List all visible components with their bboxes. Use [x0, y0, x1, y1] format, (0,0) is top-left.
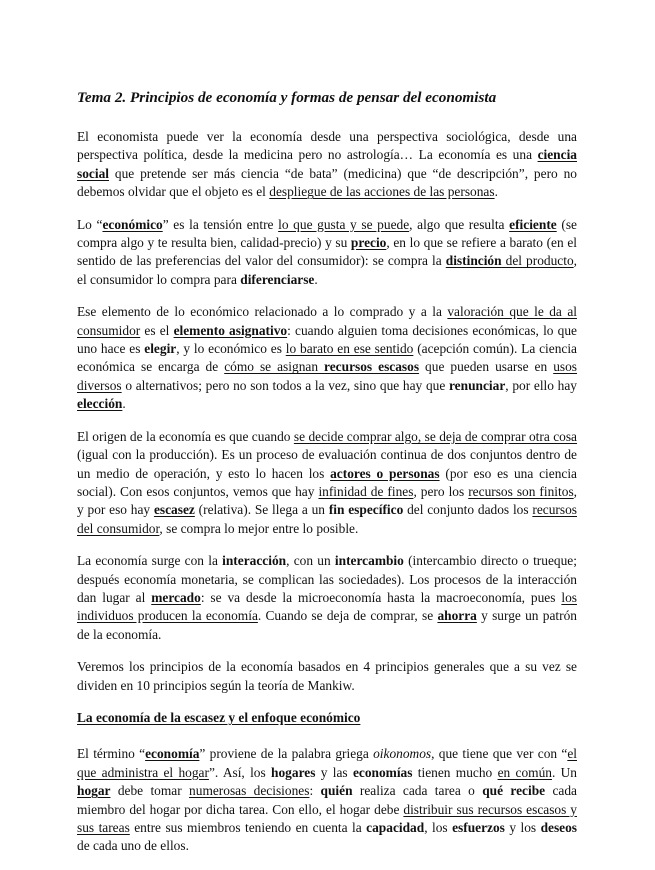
emphasis: mercado: [151, 589, 201, 605]
bold: diferenciarse: [240, 271, 315, 287]
paragraph-5: [77, 552, 577, 644]
bold: capacidad: [366, 820, 425, 835]
underline: usos diversos: [77, 359, 578, 393]
text: , los: [424, 820, 453, 835]
emphasis: precio: [350, 235, 387, 251]
text: La economía surge con la: [77, 553, 223, 569]
text: es el: [140, 322, 174, 338]
text: Lo “: [77, 216, 103, 232]
text: ”. Así, los: [208, 764, 272, 780]
underline: infinidad de fines: [318, 483, 414, 499]
page-title: Tema 2. Principios de economía y formas de pensar del economista: [77, 89, 497, 106]
underline: distribuir sus recursos escasos y sus tareas: [77, 801, 578, 835]
emphasis: economía: [145, 746, 200, 762]
text: que pretende ser más ciencia “de bata” (medicina) que “de descripción”, pero no debemos olvidar que el objeto es el: [77, 165, 577, 200]
text: , por ello hay: [505, 377, 577, 393]
paragraph-7: [77, 745, 577, 855]
text: (igual con la producción). Es un proceso de evaluación continua de dos conjuntos dentro de un medio de operación, y esto lo hacen los: [77, 447, 577, 481]
emphasis: hogar: [77, 783, 111, 799]
emphasis: distinción: [445, 253, 502, 269]
text: Veremos los principios de la economía basados en 4 principios generales que a su vez se dividen en 10 principios según la teoría de Mankiw.: [77, 659, 577, 693]
underline: recursos del consumidor: [77, 502, 577, 536]
paragraph-3: [77, 303, 577, 413]
underline: cómo se asignan: [224, 359, 325, 375]
text: . Cuando se deja de comprar, se: [257, 608, 438, 624]
underline: despliegue de las acciones de las personas: [269, 184, 495, 200]
text: El origen de la economía es que cuando: [77, 428, 294, 444]
paragraph-1: [77, 128, 577, 202]
text: del conjunto dados los: [403, 502, 533, 518]
underline: los individuos producen la economía: [77, 589, 577, 624]
text: El economista puede ver la economía desde una perspectiva sociológica, desde una perspectiva política, desde la medicina pero no astrología… La economía es una: [77, 129, 577, 163]
text: (por eso es una ciencia social). Con esos conjuntos, vemos que hay: [77, 465, 578, 499]
emphasis: económico: [102, 216, 163, 232]
emphasis: recursos escasos: [324, 359, 420, 375]
text: . Un: [551, 764, 577, 780]
section-heading: La economía de la escasez y el enfoque económico: [77, 709, 361, 725]
bold: esfuerzos: [452, 820, 505, 835]
document-page: [77, 88, 577, 870]
text: (se compra algo y te resulta bien, calidad-precio) y su: [77, 216, 577, 251]
underline: en común: [497, 764, 552, 780]
text: o alternativos; pero no son todos a la vez, sino que hay que: [121, 377, 449, 393]
text: (acepción común). La ciencia económica se encarga de: [77, 341, 577, 375]
text: , el consumidor lo compra para: [77, 253, 577, 287]
bold: qué recibe: [482, 783, 546, 799]
italic: oikonomos: [373, 746, 432, 762]
bold: elegir: [144, 341, 177, 357]
text: Ese elemento de lo económico relacionado a lo comprado y a la: [77, 304, 448, 320]
text: , algo que resulta: [409, 216, 510, 232]
underline: lo que gusta y se puede: [278, 216, 410, 232]
underline: numerosas decisiones: [189, 783, 310, 799]
text: de cada uno de ellos.: [77, 838, 189, 854]
underline: valoración que le da al consumidor: [77, 304, 577, 338]
bold: fin específico: [328, 502, 404, 518]
bold: economías: [352, 764, 413, 780]
text: entre sus miembros teniendo en cuenta la: [129, 820, 367, 835]
paragraph-4: [77, 428, 577, 538]
underline: del producto: [501, 253, 574, 269]
text: , con un: [286, 553, 335, 569]
paragraph-2: [77, 216, 577, 290]
text: tienen mucho: [412, 764, 498, 780]
text: , en lo que se refiere a barato (en el sentido de las preferencias del valor del consumidor): se compra la: [77, 235, 577, 269]
text: (intercambio directo o trueque; después economía monetaria, se complican las sociedades). Los procesos de la interacción dan lugar al: [77, 553, 577, 605]
text: debe tomar: [110, 783, 190, 799]
emphasis: escasez: [153, 502, 195, 518]
bold: hogares: [271, 764, 316, 780]
bold: quién: [320, 783, 353, 799]
text: ” proviene de la palabra griega: [199, 746, 374, 762]
text: : se va desde la microeconomía hasta la macroeconomía, pues: [200, 589, 562, 605]
bold: intercambio: [334, 553, 404, 569]
underline: lo barato en ese sentido: [285, 341, 414, 357]
bold: interacción: [222, 553, 287, 569]
text: y las: [315, 764, 353, 780]
text: ” es la tensión entre: [162, 216, 279, 232]
text: .: [314, 271, 318, 287]
text: , y lo económico es: [176, 341, 286, 357]
underline: recursos son finitos: [468, 483, 574, 499]
paragraph-6: [77, 658, 577, 695]
text: :: [309, 783, 321, 799]
emphasis: actores o personas: [330, 465, 440, 481]
emphasis: ahorra: [437, 608, 477, 624]
bold: renunciar: [448, 377, 506, 393]
emphasis: eficiente: [509, 216, 557, 232]
bold: deseos: [540, 820, 578, 835]
text: .: [494, 184, 498, 200]
underline: el que administra el hogar: [77, 746, 577, 780]
emphasis: elemento asignativo: [173, 322, 288, 338]
text: , y por eso hay: [77, 483, 578, 518]
text: .: [122, 396, 126, 412]
text: , pero los: [413, 483, 469, 499]
text: El término “: [77, 746, 146, 762]
text: cada miembro del hogar por dicha tarea. Con ello, el hogar debe: [77, 783, 577, 817]
text: : cuando alguien toma decisiones económicas, lo que uno hace es: [77, 322, 577, 357]
underline: se decide comprar algo, se deja de comprar otra cosa: [293, 428, 577, 444]
text: y los: [504, 820, 541, 835]
text: , que tiene que ver con “: [431, 746, 568, 762]
text: y surge un patrón de la economía.: [77, 608, 577, 642]
emphasis: ciencia social: [77, 147, 577, 181]
text: que pueden usarse en: [419, 359, 554, 375]
emphasis: elección: [77, 396, 123, 412]
text: realiza cada tarea o: [352, 783, 483, 799]
text: (relativa). Se llega a un: [194, 502, 329, 518]
text: , se compra lo mejor entre lo posible.: [159, 520, 359, 536]
